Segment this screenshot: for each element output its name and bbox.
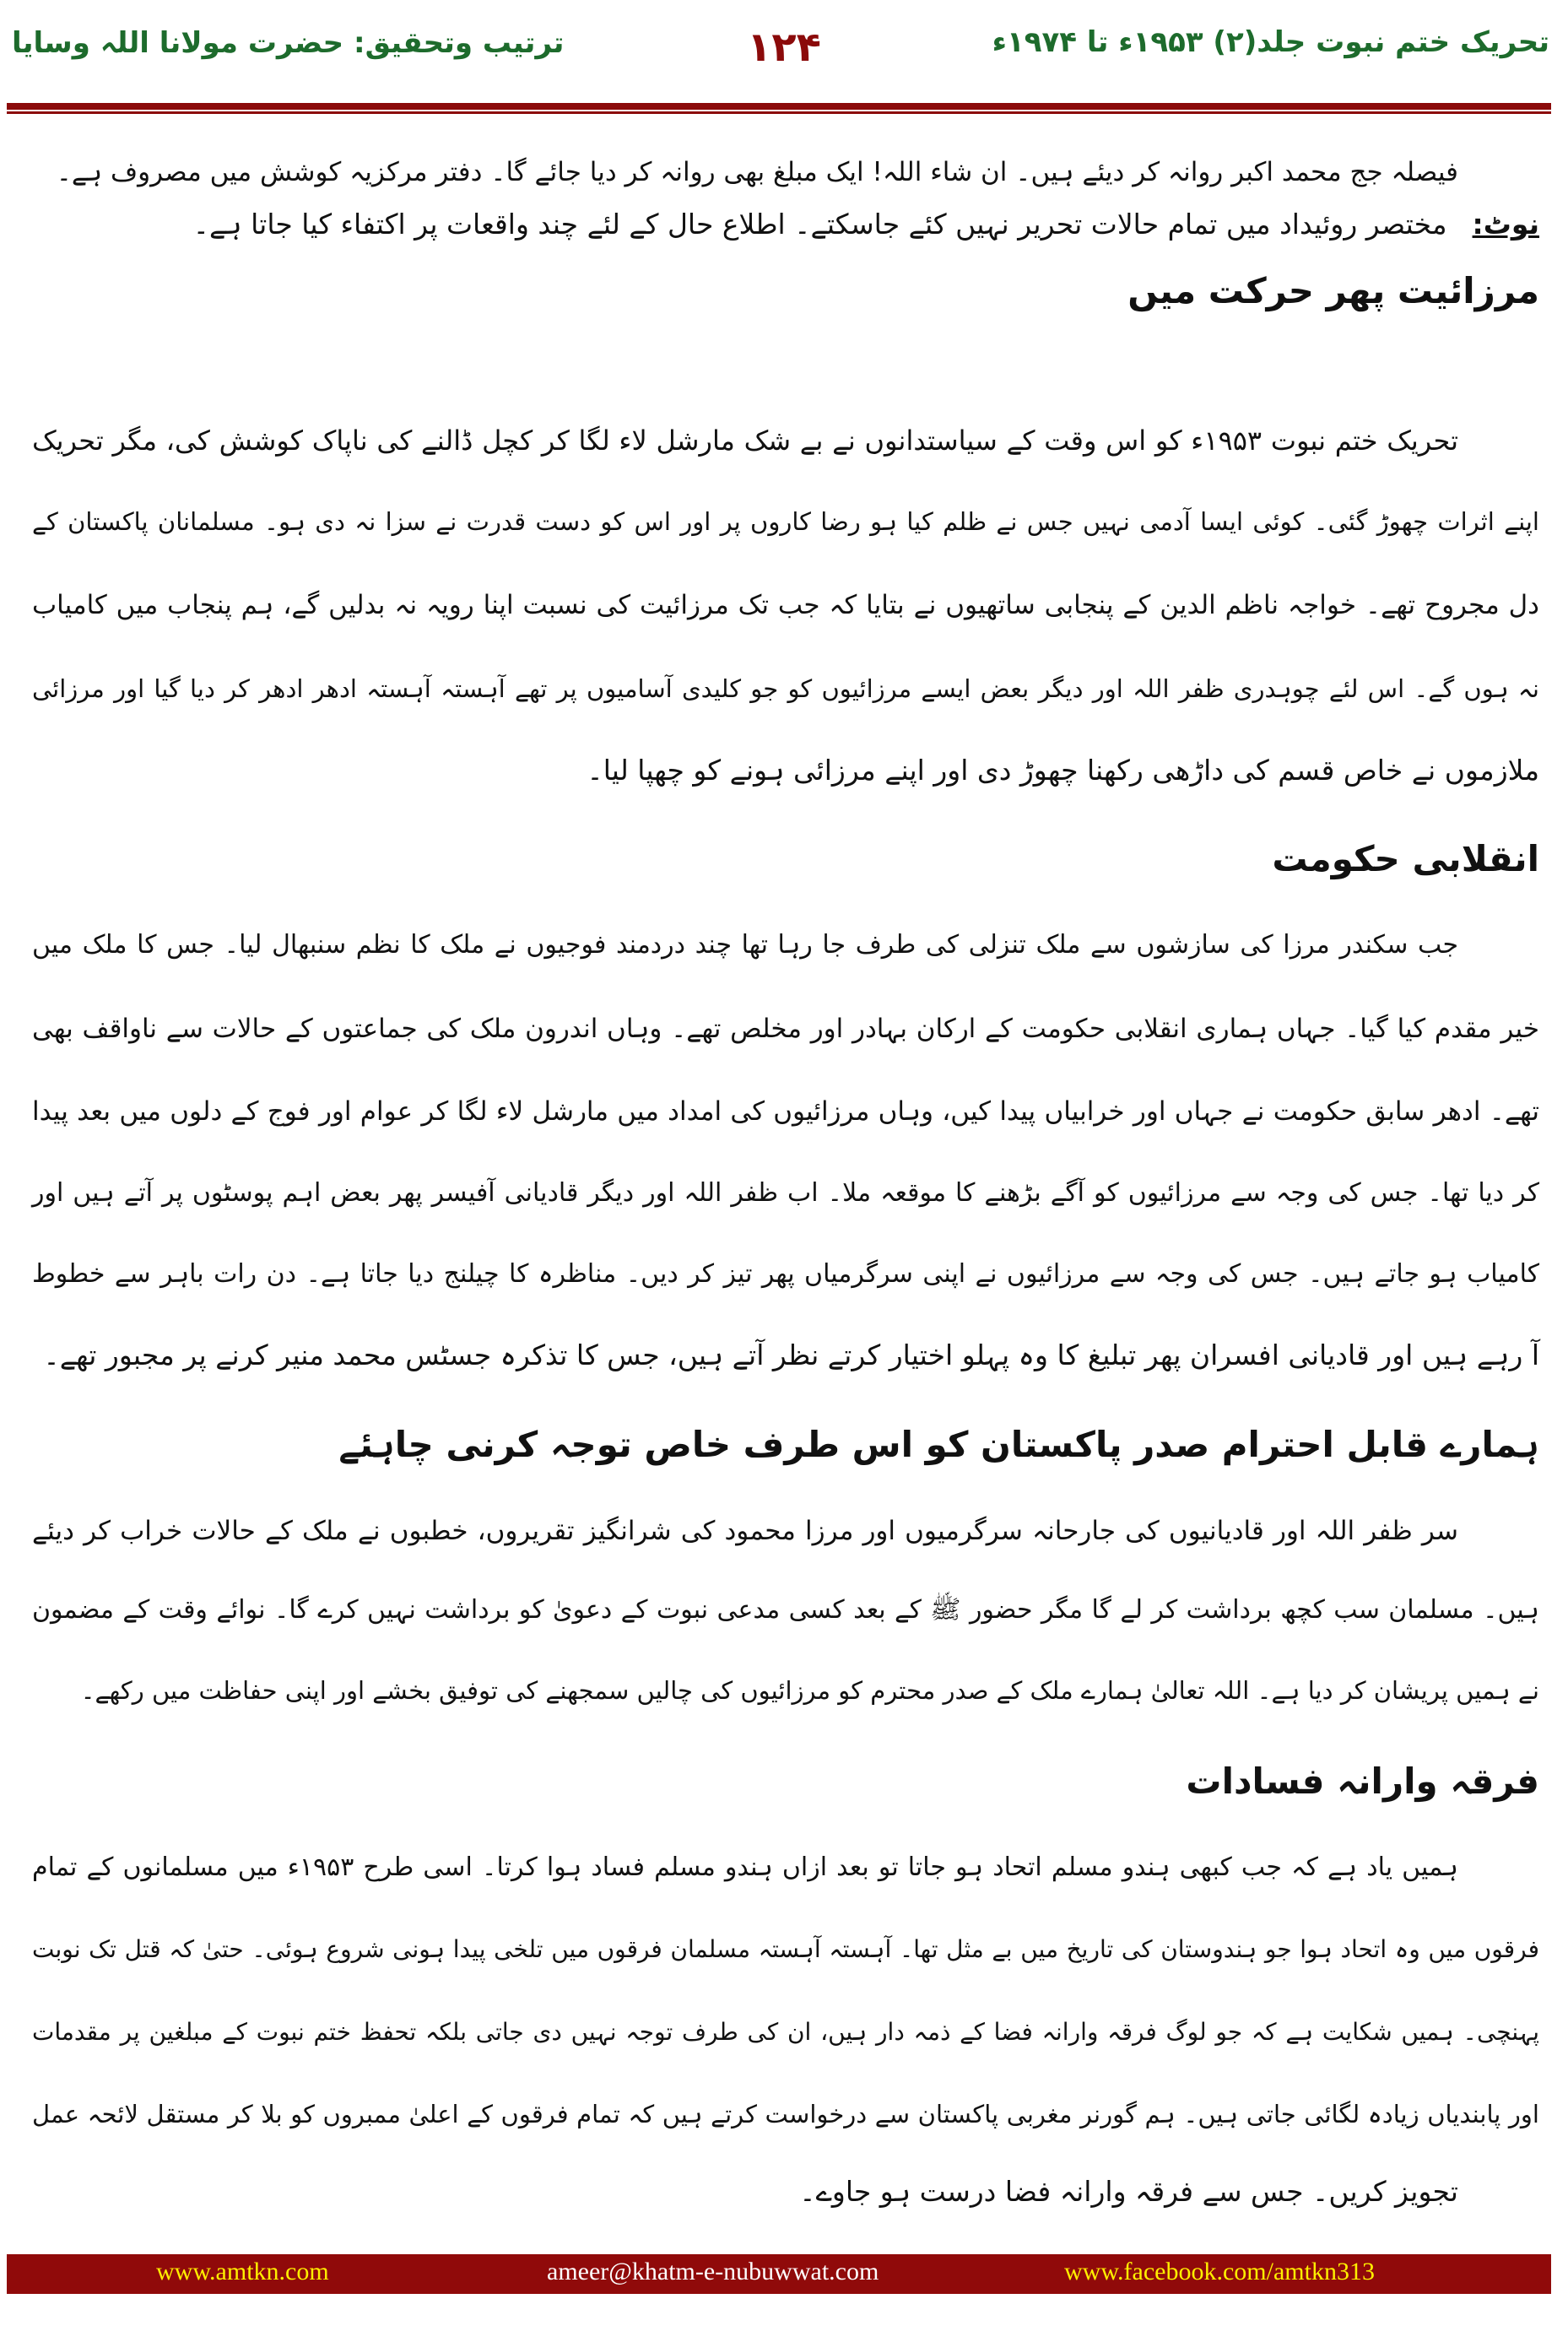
paragraph-line: کامیاب ہو جاتے ہیں۔ جس کی وجہ سے مرزائیوں نے اپنی سرگرمیاں پھر تیز کر دیں۔ مناظرہ کا چیلنج دیا جاتا ہے۔ دن رات باہر سے خطوط	[32, 1259, 1539, 1289]
facebook-link[interactable]: www.facebook.com/amtkn313	[1064, 2258, 1375, 2285]
paragraph-line: پہنچی۔ ہمیں شکایت ہے کہ جو لوگ فرقہ وارانہ فضا کے ذمہ دار ہیں، ان کی طرف توجہ نہیں دی جاتی بلکہ تحفظ ختم نبوت کے مبلغین پر مقدمات	[32, 2018, 1539, 2046]
note-line	[32, 199, 1539, 250]
paragraph-line: تجویز کریں۔ جس سے فرقہ وارانہ فضا درست ہو جاوے۔	[799, 2175, 1458, 2208]
paragraph-line: فرقوں میں وہ اتحاد ہوا جو ہندوستان کی تاریخ میں بے مثل تھا۔ آہستہ آہستہ مسلمان فرقوں میں تلخی پیدا ہونی شروع ہوئی۔ حتیٰ کہ قتل تک نوبت	[32, 1935, 1539, 1963]
paragraph-line: کر دیا تھا۔ جس کی وجہ سے مرزائیوں کو آگے بڑھنے کا موقعہ ملا۔ اب ظفر اللہ اور دیگر قادیانی آفیسر پھر بعض اہم پوسٹوں پر آتے ہیں اور	[32, 1178, 1539, 1208]
paragraph-line: ہمیں یاد ہے کہ جب کبھی ہندو مسلم اتحاد ہو جاتا تو بعد ازاں ہندو مسلم فساد ہوا کرتا۔ اسی طرح ۱۹۵۳ء میں مسلمانوں کے تمام	[32, 1853, 1458, 1882]
section-heading: فرقہ وارانہ فسادات	[1186, 1761, 1539, 1802]
page-number: ۱۲۴	[747, 24, 821, 71]
paragraph-line: نے ہمیں پریشان کر دیا ہے۔ اللہ تعالیٰ ہمارے ملک کے صدر محترم کو مرزائیوں کی چالیں سمجھنے کی توفیق بخشے اور اپنی حفاظت میں رکھے۔	[80, 1676, 1539, 1705]
paragraph-line: نہ ہوں گے۔ اس لئے چوہدری ظفر اللہ اور دیگر بعض ایسے مرزائیوں کو جو کلیدی آسامیوں پر تھے آہستہ آہستہ ادھر ادھر کر دیا گیا اور مرزائی	[32, 674, 1539, 703]
paragraph-line: اپنے اثرات چھوڑ گئی۔ کوئی ایسا آدمی نہیں جس نے ظلم کیا ہو رضا کاروں پر اور اس کو دست قدرت نے سزا نہ دی ہو۔ مسلمانان پاکستان کے	[32, 507, 1539, 536]
website-link[interactable]: www.amtkn.com	[156, 2258, 329, 2285]
header-rule-thin	[7, 111, 1551, 114]
paragraph-line: سر ظفر اللہ اور قادیانیوں کی جارحانہ سرگرمیوں اور مرزا محمود کی شرانگیز تقریروں، خطبوں نے ملک کے حالات خراب کر دیئے	[32, 1516, 1458, 1546]
note-label: نوٹ:	[1472, 208, 1539, 241]
paragraph-line: اور پابندیاں زیادہ لگائی جاتی ہیں۔ ہم گورنر مغربی پاکستان سے درخواست کرتے ہیں کہ تمام فرقوں کے اعلیٰ ممبروں کو بلا کر مستقل لائحہ عمل	[32, 2100, 1539, 2128]
paragraph-line: دل مجروح تھے۔ خواجہ ناظم الدین کے پنجابی ساتھیوں نے بتایا کہ جب تک مرزائیت کی نسبت اپنا رویہ نہ بدلیں گے، ہم پنجاب میں کامیاب	[32, 590, 1539, 620]
section-heading: انقلابی حکومت	[1272, 838, 1539, 879]
paragraph-line: تحریک ختم نبوت ۱۹۵۳ء کو اس وقت کے سیاستدانوں نے بے شک مارشل لاء لگا کر کچل ڈالنے کی ناپاک کوشش کی، مگر تحریک	[32, 425, 1459, 457]
compiler-credit: ترتیب وتحقیق: حضرت مولانا اللہ وسایا	[12, 26, 565, 60]
intro-line: فیصلہ جج محمد اکبر روانہ کر دیئے ہیں۔ ان شاء اللہ! ایک مبلغ بھی روانہ کر دیا جائے گا۔ دفتر مرکزیہ کوشش میں مصروف ہے۔	[56, 157, 1458, 187]
paragraph-line: ملازموں نے خاص قسم کی داڑھی رکھنا چھوڑ دی اور اپنے مرزائی ہونے کو چھپا لیا۔	[587, 754, 1539, 787]
paragraph-line: خیر مقدم کیا گیا۔ جہاں ہماری انقلابی حکومت کے ارکان بہادر اور مخلص تھے۔ وہاں اندرون ملک کی جماعتوں کے حالات سے ناواقف بھی	[32, 1014, 1539, 1044]
section-heading: ہمارے قابل احترام صدر پاکستان کو اس طرف خاص توجہ کرنی چاہئے	[338, 1424, 1539, 1465]
paragraph-line: جب سکندر مرزا کی سازشوں سے ملک تنزلی کی طرف جا رہا تھا چند دردمند فوجیوں نے ملک کا نظم سنبھال لیا۔ جس کا ملک میں	[32, 930, 1458, 960]
book-title: تحریک ختم نبوت جلد(۲) ۱۹۵۳ء تا ۱۹۷۴ء	[992, 25, 1549, 59]
note-text: مختصر روئیداد میں تمام حالات تحریر نہیں کئے جاسکتے۔ اطلاع حال کے لئے چند واقعات پر اکتفاء کیا جاتا ہے۔	[192, 208, 1447, 241]
header-rule	[7, 103, 1551, 110]
paragraph-line: تھے۔ ادھر سابق حکومت نے جہاں اور خرابیاں پیدا کیں، وہاں مرزائیوں کی امداد میں مارشل لاء لگا کر عوام اور فوج کے دلوں میں بعد پیدا	[32, 1096, 1539, 1127]
paragraph-line: آ رہے ہیں اور قادیانی افسران پھر تبلیغ کا وہ پہلو اختیار کرتے نظر آتے ہیں، جس کا تذکرہ جسٹس محمد منیر کرنے پر مجبور تھے۔	[43, 1339, 1539, 1371]
section-heading: مرزائیت پھر حرکت میں	[1127, 270, 1539, 311]
paragraph-line: ہیں۔ مسلمان سب کچھ برداشت کر لے گا مگر حضور ﷺ کے بعد کسی مدعی نبوت کے دعویٰ کو برداشت نہیں کرے گا۔ نوائے وقت کے مضمون	[32, 1595, 1539, 1625]
email-link[interactable]: ameer@khatm-e-nubuwwat.com	[547, 2258, 879, 2285]
footer-bar	[7, 2254, 1551, 2294]
